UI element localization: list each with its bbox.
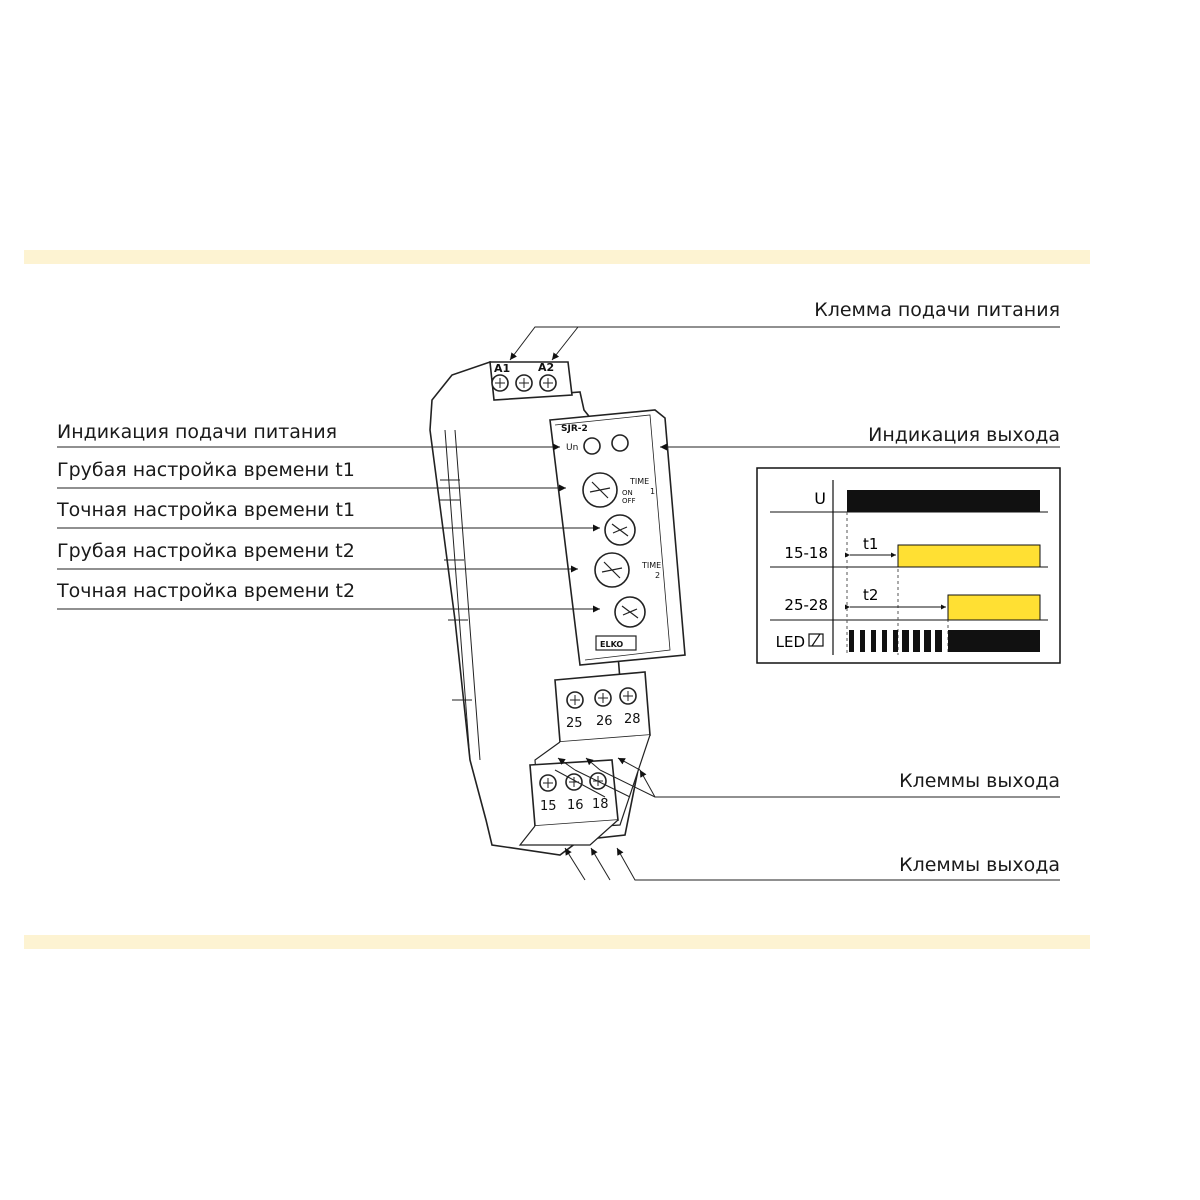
row-label-25-28: 25-28 bbox=[784, 596, 828, 614]
output-25-28-bar bbox=[948, 595, 1040, 620]
row-label-15-18: 15-18 bbox=[784, 544, 828, 562]
terminal-18-label: 18 bbox=[592, 797, 609, 812]
row-label-u: U bbox=[814, 489, 826, 508]
model-label: SJR-2 bbox=[561, 424, 588, 434]
time1-number: 1 bbox=[650, 487, 656, 496]
callout-power-terminal: Клемма подачи питания bbox=[814, 299, 1060, 321]
callout-output-terminals-lower: Клеммы выхода bbox=[899, 854, 1060, 876]
brand-logo: ELKO bbox=[600, 640, 624, 649]
un-label: Un bbox=[566, 443, 579, 453]
timing-chart bbox=[757, 468, 1060, 663]
t1-label: t1 bbox=[863, 535, 879, 553]
u-signal-bar bbox=[847, 490, 1040, 512]
time2-number: 2 bbox=[655, 571, 661, 580]
t2-label: t2 bbox=[863, 586, 879, 604]
output-15-18-bar bbox=[898, 545, 1040, 567]
callout-coarse-t2: Грубая настройка времени t2 bbox=[57, 540, 355, 562]
row-label-led: LED bbox=[775, 633, 805, 651]
terminal-26-label: 26 bbox=[596, 714, 613, 729]
terminal-25-label: 25 bbox=[566, 716, 583, 731]
callout-coarse-t1: Грубая настройка времени t1 bbox=[57, 459, 355, 481]
callout-power-indication: Индикация подачи питания bbox=[57, 421, 338, 443]
terminal-16-label: 16 bbox=[567, 798, 584, 813]
callout-output-indication: Индикация выхода bbox=[868, 424, 1060, 446]
terminal-15-label: 15 bbox=[540, 799, 557, 814]
callout-fine-t1: Точная настройка времени t1 bbox=[57, 499, 356, 521]
off-label: OFF bbox=[622, 497, 636, 505]
terminal-a1-label: A1 bbox=[494, 362, 511, 375]
time2-label: TIME bbox=[642, 561, 662, 570]
callout-output-terminals-upper: Клеммы выхода bbox=[899, 770, 1060, 792]
callout-fine-t2: Точная настройка времени t2 bbox=[57, 580, 356, 602]
terminal-28-label: 28 bbox=[624, 712, 641, 727]
on-label: ON bbox=[622, 489, 633, 497]
time1-label: TIME bbox=[630, 477, 650, 486]
terminal-a2-label: A2 bbox=[538, 361, 555, 374]
